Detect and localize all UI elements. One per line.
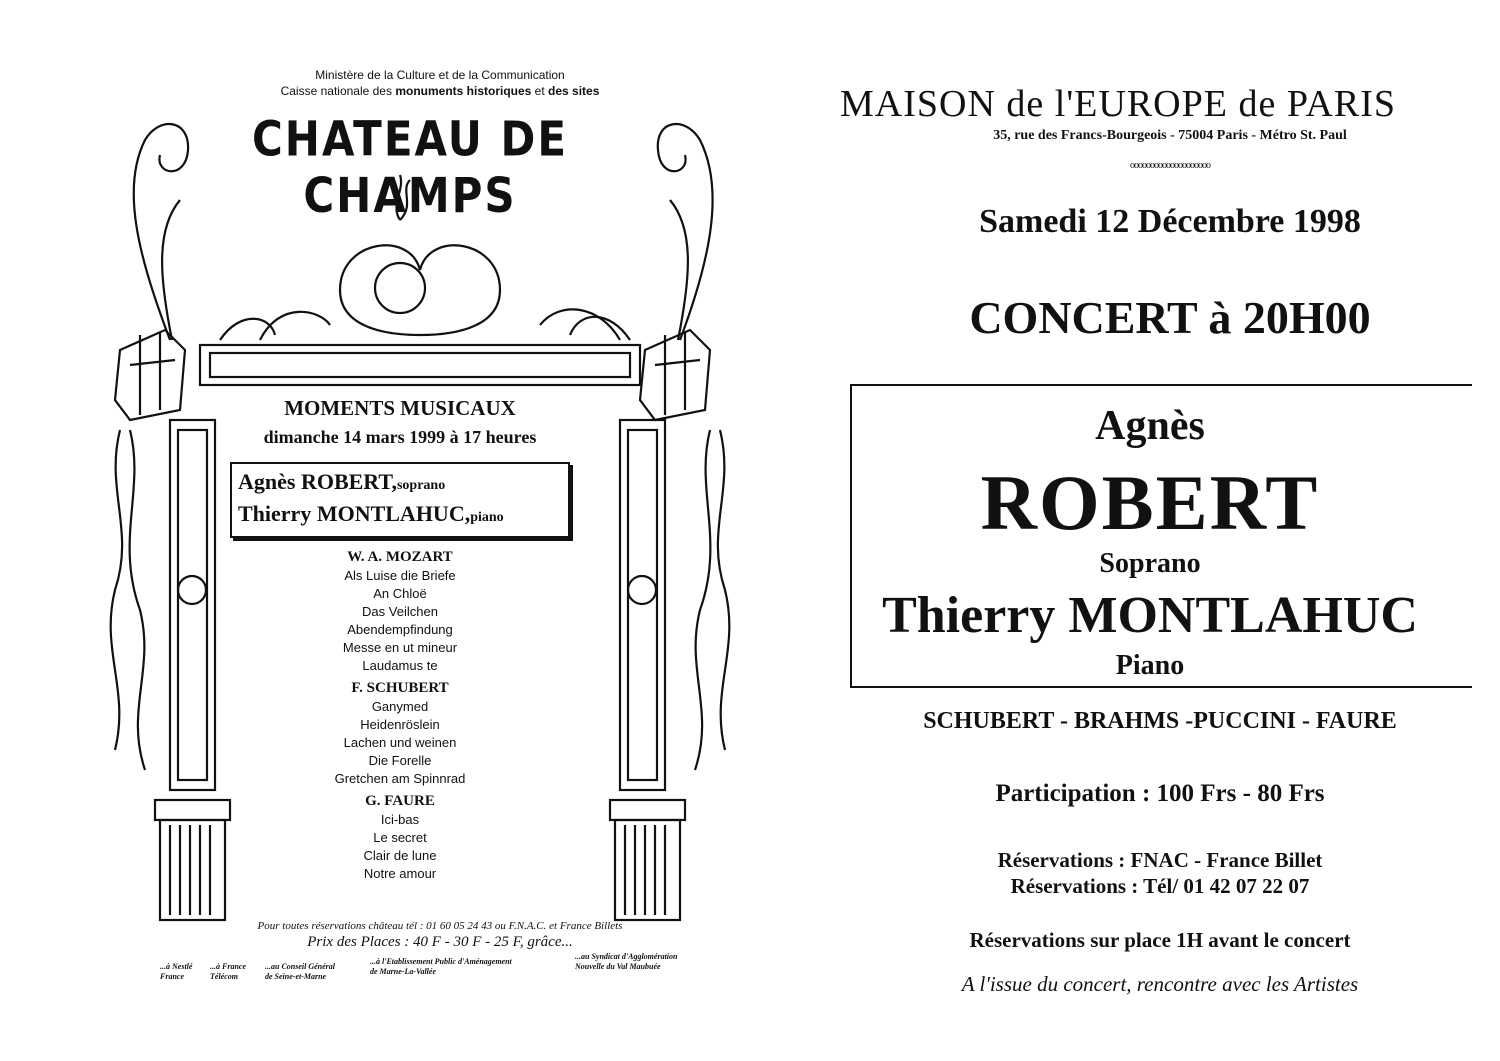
composer-heading: F. SCHUBERT: [351, 680, 449, 696]
program-piece: Laudamus te: [362, 658, 438, 673]
performer-2-name: Thierry MONTLAHUC: [882, 587, 1418, 644]
participation-price: Participation : 100 Frs - 80 Frs: [995, 780, 1325, 807]
program-piece: Ganymed: [371, 699, 429, 714]
reservation-phone: Réservations : Tél/ 01 42 07 22 07: [1010, 874, 1310, 898]
program-piece: Notre amour: [363, 866, 437, 881]
sponsor-item: ...au Syndicat d'Agglomération Nouvelle du Val Maubuée: [575, 952, 678, 971]
sponsor-item: ...à Nestlé France: [160, 962, 193, 981]
ticket-prices: Prix des Places : 40 F - 30 F - 25 F, grâce...: [307, 934, 573, 950]
program-piece: Das Veilchen: [362, 604, 438, 619]
event-name: MOMENTS MUSICAUX: [284, 396, 516, 420]
poster-footer: [160, 920, 720, 951]
program-piece: Abendempfindung: [347, 622, 453, 637]
reservation-on-site: Réservations sur place 1H avant le concert: [969, 928, 1351, 952]
poster-title: CHATEAU DE CHAMPS: [251, 110, 569, 224]
program-piece: Heidenröslein: [360, 717, 440, 732]
ministry-header: [240, 67, 640, 99]
performer-2-role: Piano: [1115, 650, 1185, 681]
maison-europe-flyer: [790, 0, 1500, 1061]
performers-box: [230, 462, 570, 538]
program-piece: Die Forelle: [368, 753, 432, 768]
program-piece: Messe en ut mineur: [342, 640, 458, 655]
performer-1-role: Soprano: [1099, 548, 1201, 579]
performer-1: Agnès ROBERT,soprano: [238, 469, 446, 494]
program-piece: An Chloë: [373, 586, 427, 601]
ministry-line-2: Caisse nationale des monuments historiques et des sites: [280, 84, 600, 98]
concert-time: CONCERT à 20H00: [969, 292, 1371, 343]
after-concert-note: A l'issue du concert, rencontre avec les Artistes: [961, 972, 1359, 996]
concert-info-panel: [210, 390, 590, 883]
program-piece: Als Luise die Briefe: [344, 568, 456, 583]
program-piece: Gretchen am Spinnrad: [334, 771, 466, 786]
reservations-note: Pour toutes réservations château tél : 01 60 05 24 43 ou F.N.A.C. et France Billets: [257, 920, 623, 932]
sponsor-item: ...au Conseil Général de Seine-et-Marne: [265, 962, 336, 981]
sponsor-item: ...à France Télécom: [210, 962, 246, 981]
venue-name: MAISON de l'EUROPE de PARIS: [840, 83, 1397, 125]
performer-1-last-name: ROBERT: [980, 459, 1320, 546]
composer-heading: G. FAURE: [365, 793, 435, 809]
program-piece: Lachen und weinen: [343, 735, 457, 750]
program-list: [210, 548, 590, 883]
reservation-fnac: Réservations : FNAC - France Billet: [997, 848, 1323, 872]
performer-1-first-name: Agnès: [1095, 403, 1205, 449]
composer-heading: W. A. MOZART: [347, 549, 453, 565]
event-date: dimanche 14 mars 1999 à 17 heures: [263, 427, 537, 447]
concert-date: Samedi 12 Décembre 1998: [979, 203, 1361, 240]
sponsor-item: ...à l'Etablissement Public d'Aménagement de Marne-La-Vallée: [370, 957, 512, 976]
performer-2: Thierry MONTLAHUC,piano: [238, 501, 504, 526]
program-piece: Clair de lune: [363, 848, 437, 863]
ministry-line-1: Ministère de la Culture et de la Communication: [315, 68, 565, 82]
program-piece: Le secret: [373, 830, 427, 845]
composers-line: SCHUBERT - BRAHMS -PUCCINI - FAURE: [923, 708, 1397, 734]
ornament-divider: oooooooooooooooooooo: [1130, 160, 1210, 171]
venue-address: 35, rue des Francs-Bourgeois - 75004 Paris - Métro St. Paul: [993, 128, 1347, 143]
program-piece: Ici-bas: [380, 812, 420, 827]
